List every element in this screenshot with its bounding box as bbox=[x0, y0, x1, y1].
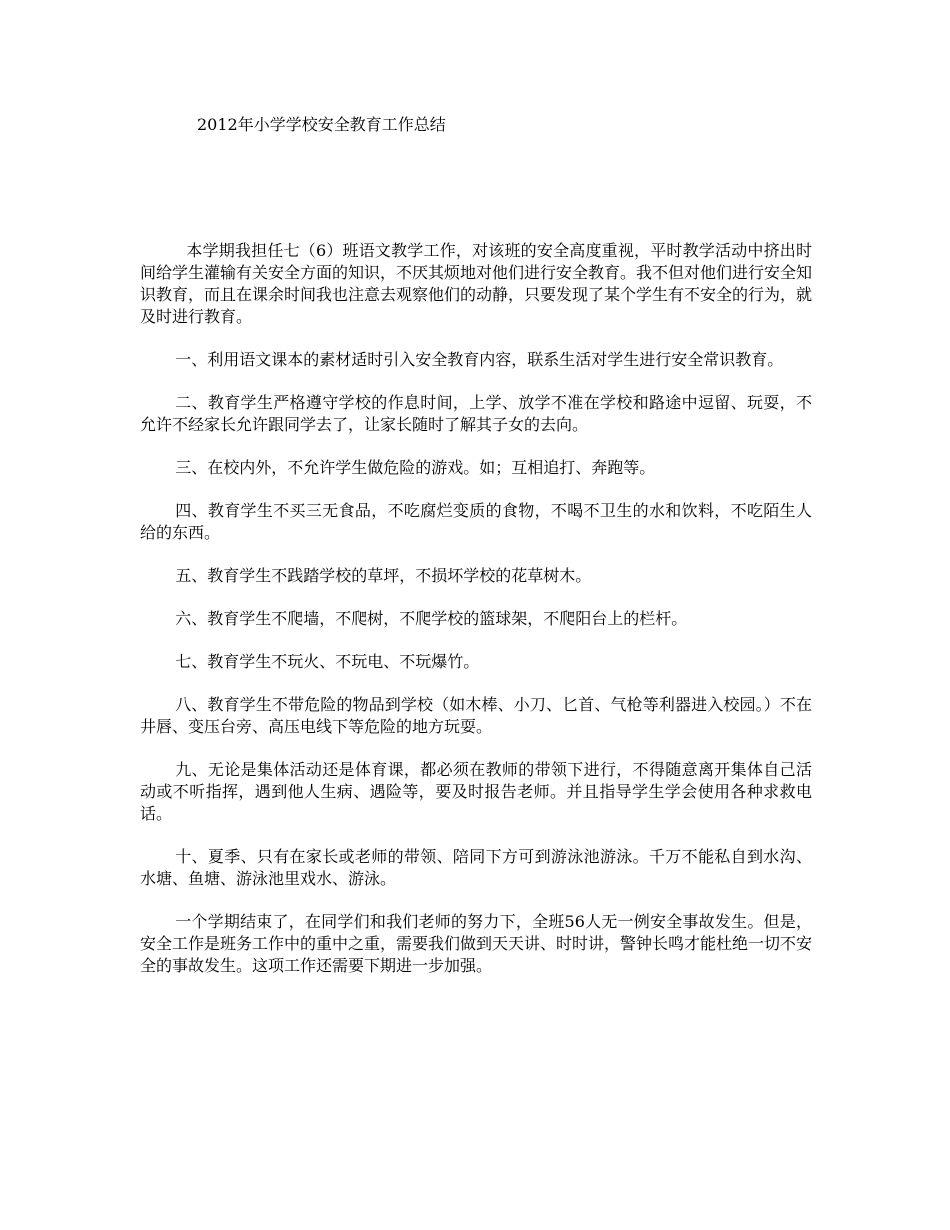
paragraph-item-9: 九、无论是集体活动还是体育课，都必须在教师的带领下进行，不得随意离开集体自己活动或不听指挥，遇到他人生病、遇险等，要及时报告老师。并且指导学生学会使用各种求救电话。 bbox=[140, 760, 812, 823]
paragraph-item-8: 八、教育学生不带危险的物品到学校（如木棒、小刀、匕首、气枪等利器进入校园。）不在井唇、变压台旁、高压电线下等危险的地方玩耍。 bbox=[140, 695, 812, 736]
paragraph-item-10: 十、夏季、只有在家长或老师的带领、陪同下方可到游泳池游泳。千万不能私自到水沟、水塘、鱼塘、游泳池里戏水、游泳。 bbox=[140, 847, 812, 888]
paragraph-item-5: 五、教育学生不践踏学校的草坪，不损坏学校的花草树木。 bbox=[175, 566, 592, 585]
paragraph-item-6: 六、教育学生不爬墙，不爬树，不爬学校的篮球架，不爬阳台上的栏杆。 bbox=[175, 609, 688, 628]
document-body bbox=[140, 240, 812, 998]
paragraph-conclusion: 一个学期结束了，在同学们和我们老师的努力下，全班56人无一例安全事故发生。但是，安全工作是班务工作中的重中之重，需要我们做到天天讲、时时讲，警钟长鸣才能杜绝一切不安全的事故发生。这项工作还需要下期进一步加强。 bbox=[140, 912, 813, 975]
paragraph-item-2: 二、教育学生严格遵守学校的作息时间，上学、放学不准在学校和路途中逗留、玩耍，不允许不经家长允许跟同学去了，让家长随时了解其子女的去向。 bbox=[140, 393, 812, 434]
document-title: 2012年小学学校安全教育工作总结 bbox=[197, 115, 446, 134]
paragraph-item-3: 三、在校内外，不允许学生做危险的游戏。如；互相追打、奔跑等。 bbox=[175, 458, 656, 477]
paragraph-intro: 本学期我担任七（6）班语文教学工作，对该班的安全高度重视，平时教学活动中挤出时间给学生灌输有关安全方面的知识，不厌其烦地对他们进行安全教育。我不但对他们进行安全知识教育，而且在课余时间我也注意去观察他们的动静，只要发现了某个学生有不安全的行为，就及时进行教育。 bbox=[140, 241, 813, 326]
paragraph-item-4: 四、教育学生不买三无食品，不吃腐烂变质的食物，不喝不卫生的水和饮料，不吃陌生人给的东西。 bbox=[140, 501, 812, 542]
paragraph-item-1: 一、利用语文课本的素材适时引入安全教育内容，联系生活对学生进行安全常识教育。 bbox=[175, 350, 784, 369]
paragraph-item-7: 七、教育学生不玩火、不玩电、不玩爆竹。 bbox=[175, 652, 480, 671]
